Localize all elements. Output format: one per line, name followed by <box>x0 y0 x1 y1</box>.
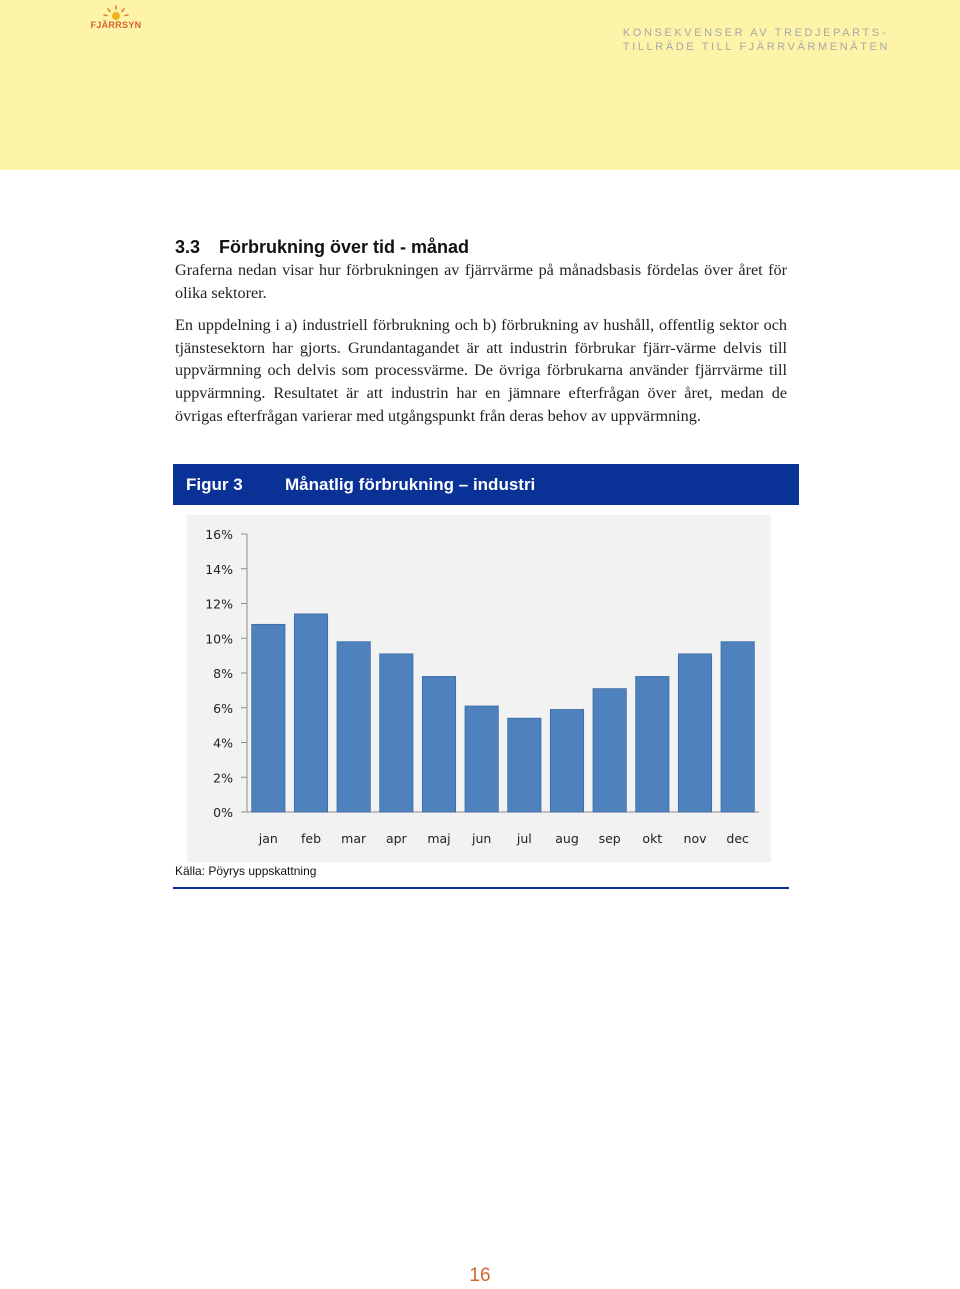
bar-jun <box>465 706 498 812</box>
y-tick-label: 2% <box>213 770 233 786</box>
x-tick-label: dec <box>726 831 749 846</box>
fjarrsyn-logo <box>86 4 146 32</box>
chart <box>175 512 775 862</box>
y-tick-label: 16% <box>205 527 233 542</box>
figure-title: Månatlig förbrukning – industri <box>285 475 536 494</box>
bar-apr <box>380 654 413 812</box>
x-tick-label: jul <box>516 831 532 846</box>
document-title-line-2: TILLRÄDE TILL FJÄRRVÄRMENÄTEN <box>622 41 890 53</box>
x-tick-label: sep <box>598 831 621 846</box>
x-tick-label: mar <box>341 831 367 846</box>
y-tick-label: 10% <box>205 631 233 647</box>
paragraph-2: En uppdelning i a) industriell förbrukning och b) förbrukning av hushåll, offentlig sektor och tjänstesektorn har gjorts. Grundantagandet är att industrin förbrukar fjärr-värme delvis till uppvärmning och delvis som processvärme. De övriga förbrukarna använder fjärrvärme till uppvärmning. Resultatet är att industrin har en jämnare efterfrågan över året, medan de övrigas efterfrågan varierar med utgångspunkt från deras behov av uppvärmning. <box>175 316 787 425</box>
x-tick-label: apr <box>385 831 407 846</box>
y-tick-label: 14% <box>205 561 233 577</box>
x-tick-label: nov <box>683 831 707 846</box>
document-title <box>623 26 890 54</box>
bar-jan <box>252 624 285 812</box>
bar-dec <box>721 642 754 812</box>
figure-caption-bar <box>173 464 799 505</box>
figure-bottom-rule <box>173 887 789 889</box>
bar-chart-svg <box>175 512 775 862</box>
bar-maj <box>422 676 455 812</box>
x-tick-label: jan <box>258 831 278 846</box>
figure-number: Figur 3 <box>186 475 243 494</box>
y-tick-label: 0% <box>213 805 233 820</box>
figure-source: Källa: Pöyrys uppskattning <box>175 864 317 878</box>
page-number: 16 <box>469 1265 491 1286</box>
bar-jul <box>508 718 541 812</box>
bar-sep <box>593 689 626 812</box>
bar-feb <box>294 614 327 812</box>
section-title: Förbrukning över tid - månad <box>219 237 470 257</box>
x-tick-label: okt <box>642 831 663 846</box>
x-tick-label: maj <box>427 831 451 846</box>
bar-nov <box>678 654 711 812</box>
x-tick-label: feb <box>300 831 322 846</box>
paragraph-1: Graferna nedan visar hur förbrukningen av fjärrvärme på månadsbasis fördelas över året för olika sektorer. <box>175 261 787 302</box>
bar-okt <box>636 676 669 812</box>
bar-mar <box>337 642 370 812</box>
section-heading <box>175 237 469 258</box>
y-tick-label: 4% <box>213 735 233 751</box>
document-title-line-1: KONSEKVENSER AV TREDJEPARTS- <box>622 27 889 39</box>
x-tick-label: aug <box>555 831 579 846</box>
y-tick-label: 12% <box>205 596 233 612</box>
y-tick-label: 6% <box>213 700 233 716</box>
y-tick-label: 8% <box>213 666 233 681</box>
bar-aug <box>550 709 583 812</box>
logo-text: FJÄRRSYN <box>90 20 142 30</box>
section-number: 3.3 <box>175 237 201 257</box>
x-tick-label: jun <box>472 831 492 846</box>
header-band <box>0 0 960 170</box>
